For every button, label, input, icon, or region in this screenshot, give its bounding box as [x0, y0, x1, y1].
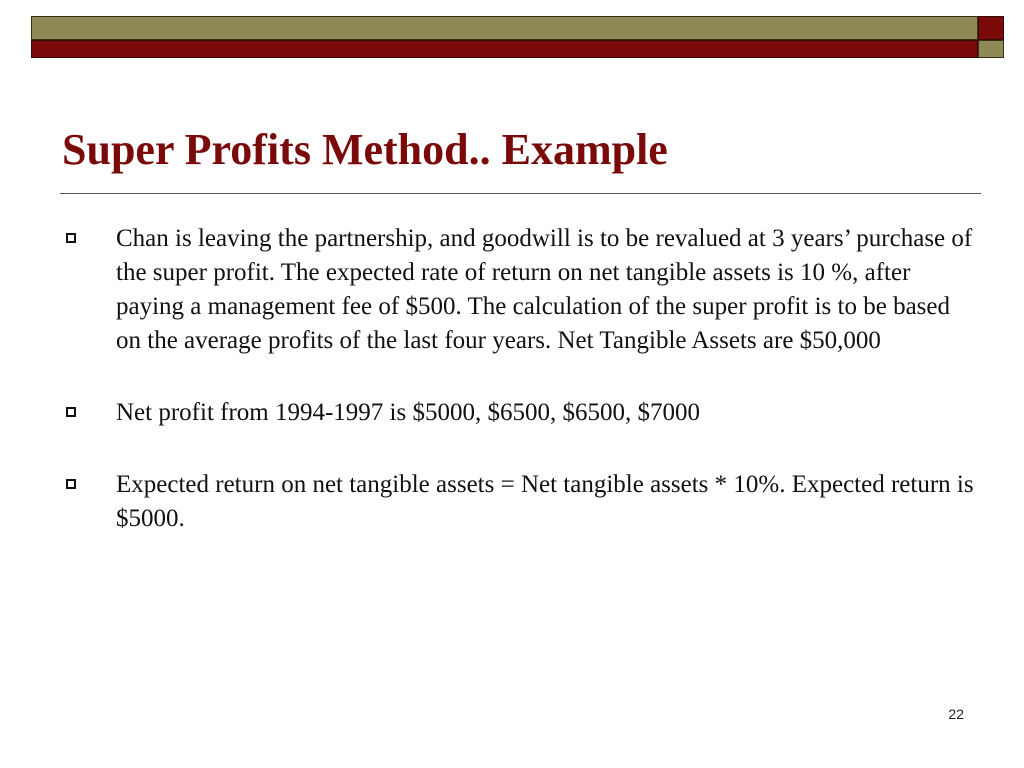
slide-number: 22 — [948, 706, 964, 722]
hollow-square-bullet-icon — [66, 479, 76, 489]
bullet-item — [64, 468, 974, 536]
header-band-red — [31, 40, 978, 58]
bullet-text: Expected return on net tangible assets = Net tangible assets * 10%. Expected return is $5000. — [116, 471, 974, 532]
bullet-item — [64, 396, 974, 430]
bullet-item — [64, 222, 974, 358]
hollow-square-bullet-icon — [66, 233, 76, 243]
bullet-list — [64, 222, 974, 574]
bullet-text: Net profit from 1994-1997 is $5000, $6500, $6500, $7000 — [116, 399, 700, 426]
header-square-olive — [978, 40, 1004, 58]
bullet-text: Chan is leaving the partnership, and goodwill is to be revalued at 3 years’ purchase of the super profit. The expected rate of return on net tangible assets is 10 %, after paying a management fee of $500. The calculation of the super profit is to be based on the average profits of the last four years. Net Tangible Assets are $50,000 — [116, 225, 973, 354]
header-square-red — [978, 16, 1004, 40]
header-band-olive — [31, 16, 978, 40]
slide-title: Super Profits Method.. Example — [62, 125, 668, 174]
title-divider — [60, 193, 981, 194]
hollow-square-bullet-icon — [66, 407, 76, 417]
